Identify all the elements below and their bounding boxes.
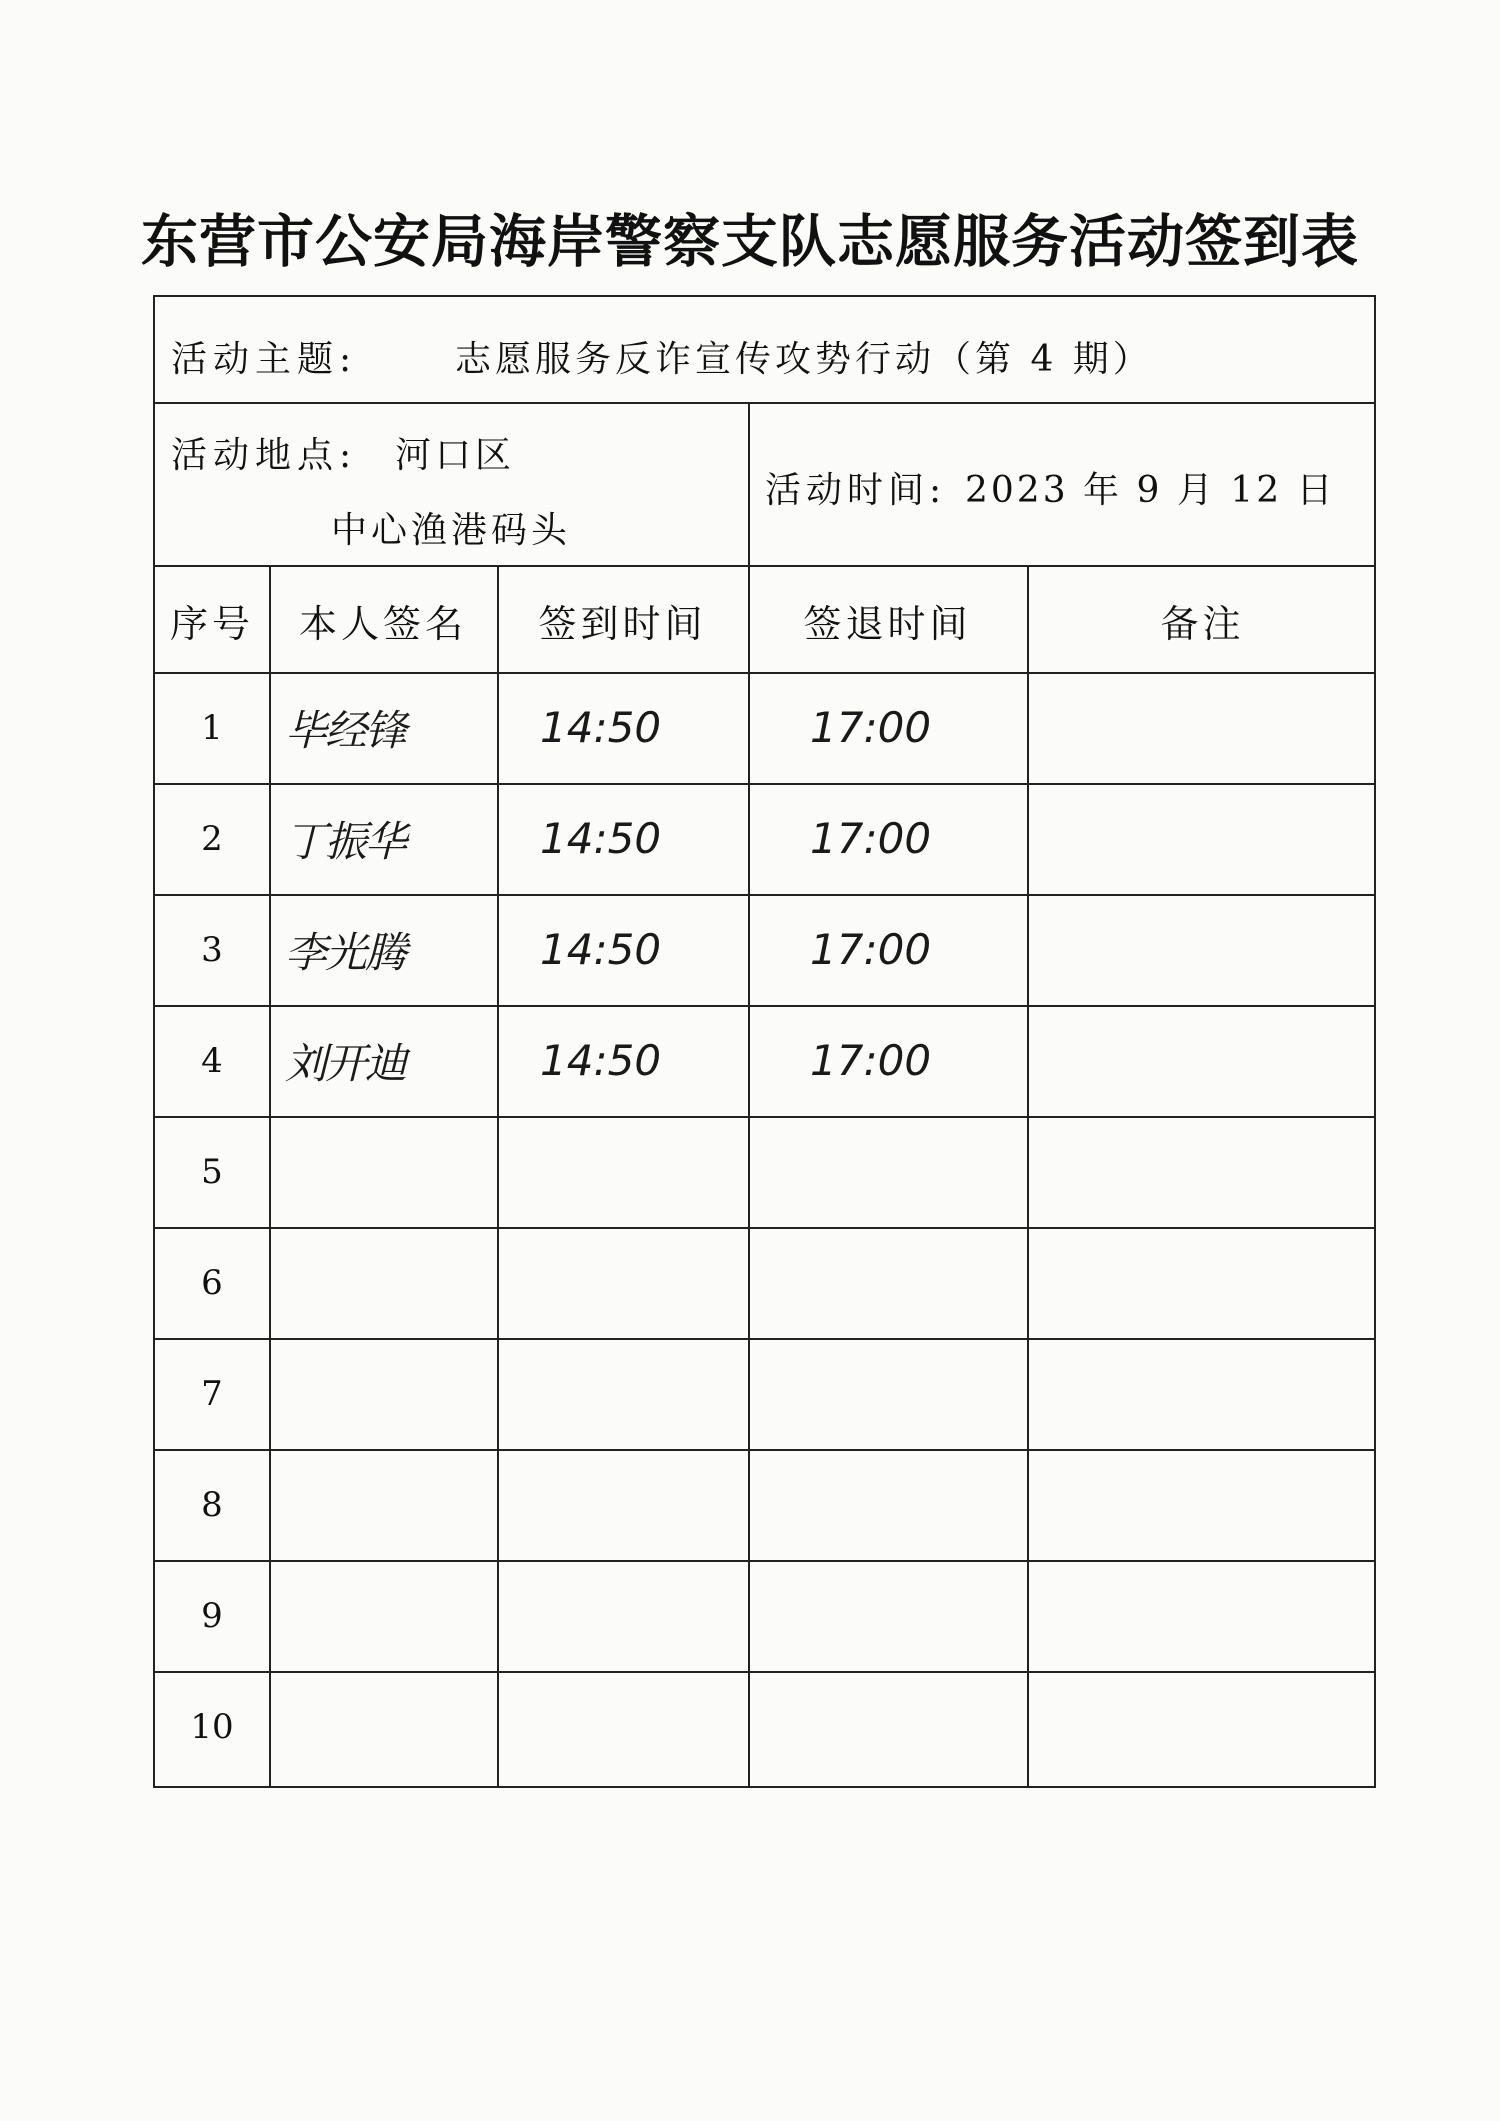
table-row xyxy=(155,1449,1374,1560)
signature xyxy=(285,1560,495,1671)
column-header-no: 序号 xyxy=(169,601,254,646)
note xyxy=(1027,1005,1367,1116)
signature xyxy=(285,1338,495,1449)
note xyxy=(1027,1338,1367,1449)
signature xyxy=(285,1449,495,1560)
table-row xyxy=(155,672,1374,783)
check-out-time xyxy=(810,1227,1030,1338)
check-out-time: 17:00 xyxy=(810,1036,932,1085)
check-out-time xyxy=(810,1338,1030,1449)
table-row xyxy=(155,1560,1374,1671)
table-row xyxy=(155,1671,1374,1782)
row-number: 3 xyxy=(201,929,223,970)
check-out-time: 17:00 xyxy=(810,814,932,863)
check-in-time: 14:50 xyxy=(540,1036,662,1085)
time-value: 2023 年 9 月 12 日 xyxy=(965,470,1336,511)
check-in-time: 14:50 xyxy=(540,814,662,863)
row-number: 10 xyxy=(190,1706,234,1747)
theme-value: 志愿服务反诈宣传攻势行动（第 4 期） xyxy=(455,339,1153,380)
signature: 丁振华 xyxy=(285,816,406,866)
check-out-time xyxy=(810,1560,1030,1671)
check-in-time: 14:50 xyxy=(540,703,662,752)
check-in-time xyxy=(540,1671,760,1782)
check-in-time xyxy=(540,1560,760,1671)
form-title: 东营市公安局海岸警察支队志愿服务活动签到表 xyxy=(141,208,1359,275)
location-value-line2: 中心渔港码头 xyxy=(331,510,572,551)
check-in-time xyxy=(540,1227,760,1338)
signature: 毕经锋 xyxy=(285,705,406,755)
time-label: 活动时间: xyxy=(765,470,947,511)
sign-in-table xyxy=(153,295,1376,1788)
signature xyxy=(285,1116,495,1227)
check-in-time: 14:50 xyxy=(540,925,662,974)
row-number: 2 xyxy=(201,818,223,859)
row-number: 5 xyxy=(201,1151,223,1192)
signature: 刘开迪 xyxy=(285,1038,406,1088)
note xyxy=(1027,1116,1367,1227)
note xyxy=(1027,1449,1367,1560)
note xyxy=(1027,1560,1367,1671)
signature xyxy=(285,1227,495,1338)
signature: 李光腾 xyxy=(285,927,406,977)
divider xyxy=(155,402,1374,404)
check-in-time xyxy=(540,1449,760,1560)
note xyxy=(1027,1227,1367,1338)
check-out-time xyxy=(810,1671,1030,1782)
table-row xyxy=(155,783,1374,894)
note xyxy=(1027,894,1367,1005)
column-header-check-out: 签退时间 xyxy=(803,601,972,646)
note xyxy=(1027,672,1367,783)
check-in-time xyxy=(540,1338,760,1449)
table-row xyxy=(155,1005,1374,1116)
signature xyxy=(285,1671,495,1782)
row-number: 6 xyxy=(201,1262,223,1303)
table-row xyxy=(155,894,1374,1005)
note xyxy=(1027,783,1367,894)
check-in-time xyxy=(540,1116,760,1227)
column-header-check-in: 签到时间 xyxy=(538,601,707,646)
check-out-time xyxy=(810,1116,1030,1227)
row-number: 9 xyxy=(201,1595,223,1636)
note xyxy=(1027,1671,1367,1782)
table-row xyxy=(155,1227,1374,1338)
check-out-time: 17:00 xyxy=(810,703,932,752)
check-out-time: 17:00 xyxy=(810,925,932,974)
table-row xyxy=(155,1116,1374,1227)
column-header-signature: 本人签名 xyxy=(298,601,467,646)
row-number: 7 xyxy=(201,1373,223,1414)
check-out-time xyxy=(810,1449,1030,1560)
column-header-notes: 备注 xyxy=(1160,601,1245,646)
location-value-line1: 河口区 xyxy=(395,435,516,476)
location-label: 活动地点: xyxy=(171,435,358,476)
divider xyxy=(748,402,750,565)
row-number: 1 xyxy=(201,707,223,748)
table-row xyxy=(155,1338,1374,1449)
row-number: 4 xyxy=(201,1040,223,1081)
row-number: 8 xyxy=(201,1484,223,1525)
theme-label: 活动主题: xyxy=(171,339,358,380)
